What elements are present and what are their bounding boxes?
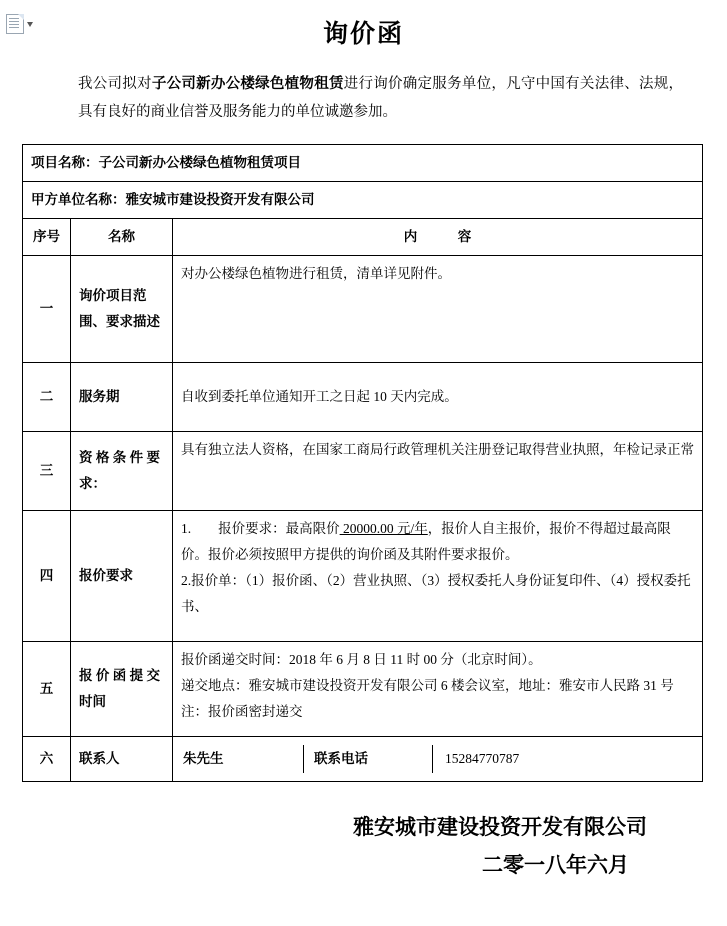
contact-person: 朱先生	[183, 751, 224, 766]
document-page	[0, 8, 727, 926]
row-no-2: 二	[23, 363, 71, 432]
row-no-5: 五	[23, 642, 71, 737]
row-name-6: 联系人	[71, 737, 173, 782]
quote-requirement-line2: 2.报价单：（1）报价函、（2）营业执照、（3）授权委托人身份证复印件、（4）授权委托书、	[181, 573, 691, 614]
party-cell	[23, 182, 703, 219]
table-row	[23, 256, 703, 363]
page-title: 询价函	[322, 19, 404, 48]
signature-block	[0, 808, 727, 884]
project-cell	[23, 145, 703, 182]
project-value: 子公司新办公楼绿色植物租赁项目	[98, 155, 301, 170]
header-content: 内 容	[173, 219, 703, 256]
intro-paragraph	[78, 70, 683, 126]
header-name: 名称	[71, 219, 173, 256]
submit-time: 报价函递交时间：2018 年 6 月 8 日 11 时 00 分（北京时间）。	[181, 652, 542, 667]
submit-note: 注：报价函密封递交	[181, 704, 303, 719]
intro-part1: 我公司拟对	[78, 76, 152, 92]
document-icon-group[interactable]	[6, 14, 33, 34]
contact-phone-label: 联系电话	[303, 745, 433, 773]
signature-date: 二零一八年六月	[482, 852, 629, 877]
party-label: 甲方单位名称：	[31, 192, 126, 207]
table-row	[23, 511, 703, 642]
row-content-3: 具有独立法人资格，在国家工商局行政管理机关注册登记取得营业执照，年检记录正常	[173, 432, 703, 511]
row-content-6	[173, 737, 703, 782]
table-row	[23, 737, 703, 782]
row-no-6: 六	[23, 737, 71, 782]
row-no-3: 三	[23, 432, 71, 511]
row-name-2: 服务期	[71, 363, 173, 432]
contact-phone-value: 15284770787	[445, 751, 520, 766]
row-content-2: 自收到委托单位通知开工之日起 10 天内完成。	[173, 363, 703, 432]
table-row	[23, 642, 703, 737]
row-name-5: 报 价 函 提 交时间	[71, 642, 173, 737]
inquiry-table	[22, 144, 703, 782]
row-content-4	[173, 511, 703, 642]
quote-req-limit: 20000.00 元/年	[339, 521, 428, 536]
document-icon[interactable]	[6, 14, 24, 34]
row-content-5	[173, 642, 703, 737]
table-row-project	[23, 145, 703, 182]
table-row-party	[23, 182, 703, 219]
quote-req-suffix: ，报价人自主报价，报价不得超过最高限价。报价必须按照甲方提供的询价函及其附件要求报价。	[181, 521, 671, 562]
party-value: 雅安城市建设投资开发有限公司	[125, 192, 315, 207]
signature-company: 雅安城市建设投资开发有限公司	[353, 814, 647, 839]
row-no-4: 四	[23, 511, 71, 642]
table-row	[23, 363, 703, 432]
quote-requirement-line1	[181, 516, 694, 568]
intro-bold: 子公司新办公楼绿色植物租赁	[151, 76, 344, 92]
row-name-4: 报价要求	[71, 511, 173, 642]
chevron-down-icon[interactable]	[27, 22, 33, 27]
contact-row	[181, 745, 694, 773]
table-row	[23, 432, 703, 511]
submit-place: 递交地点：雅安城市建设投资开发有限公司 6 楼会议室，地址：雅安市人民路 31 号	[181, 678, 674, 693]
row-no-1: 一	[23, 256, 71, 363]
row-content-1: 对办公楼绿色植物进行租赁，清单详见附件。	[173, 256, 703, 363]
table-header-row	[23, 219, 703, 256]
intro-part2: 进行询价确定服务单位，凡守中国有关法律、法规，具有良好的商业信誉及服务能力的单位诚邀参加。	[78, 76, 684, 120]
row-name-1: 询价项目范围、要求描述	[71, 256, 173, 363]
header-no: 序号	[23, 219, 71, 256]
project-label: 项目名称：	[31, 155, 99, 170]
row-name-3: 资 格 条 件 要求：	[71, 432, 173, 511]
quote-req-prefix: 1. 报价要求：最高限价	[181, 521, 340, 536]
